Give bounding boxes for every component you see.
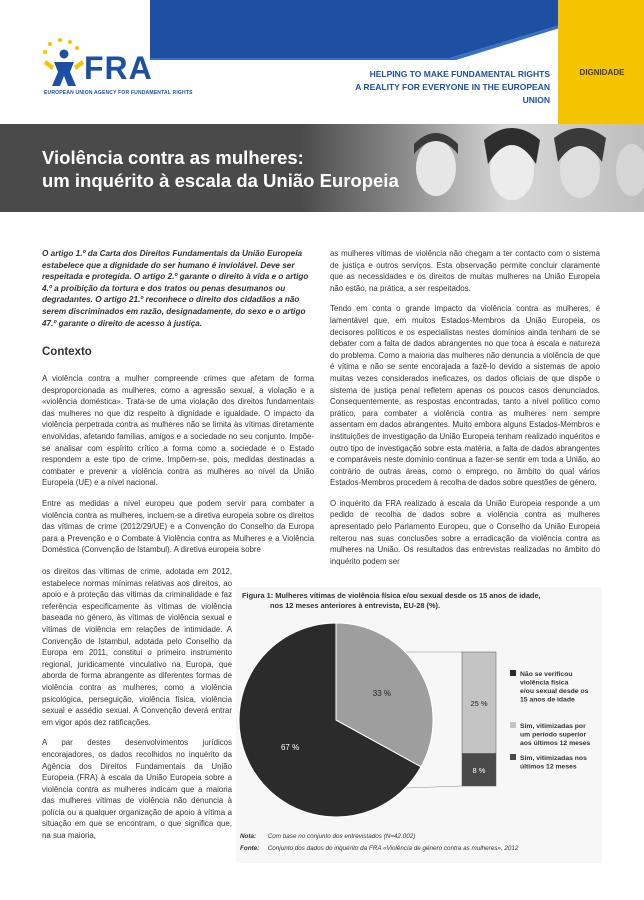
note-text: Com base no conjunto dos entrevistados (N=42.002) [267, 833, 416, 840]
col2-paragraph-2: Tendo em conta o grande impacto da violência contra as mulheres, é lamentável que, em muitos Estados-Membros da União Europeia, os decisores políticos e os especialistas nestes domínios ainda tenham de se debater com a falta de dados abrangentes no que toca à escala e natureza do problema. Como a maioria das mulheres não denuncia a violência de que é vítima e não se sente encorajada a fazê-lo devido a sistemas de apoio muitas vezes considerados ineficazes, os dados oficiais de que dispõe o sistema de justiça penal refletem apenas os poucos casos denunciados. Consequentemente, as respostas encontradas, tanto a nível político como prático, para combater a violência contra as mulheres nem sempre assentam em dados abrangentes. Muito embora alguns Estados-Membros e instituições de investigação da União Europeia tenham realizado inquéritos e outro tipo de investigação sobre esta matéria, a falta de dados abrangentes e comparáveis neste domínio continua a fazer-se sentir em toda a União, ao contrário de outras áreas, como o emprego, no âmbito do qual vários Estados-Membros procedem à recolha de dados sobre questões de género. [330, 304, 600, 488]
legend-swatch-2 [510, 754, 516, 760]
breakdown-bar-label-1: 8 % [472, 765, 486, 775]
col1-paragraph-3: A par destes desenvolvimentos jurídicos encorajadores, os dados recolhidos no inquérito da Agência dos Direitos Fundamentais da União Europeia (FRA) à escala da União Europeia sobre a violência contra as mulheres indicam que a maioria das mulheres vítimas de violência não denuncia à polícia ou a qualquer organização de apoio à vítima a situação em que se encontram, o que significa que, na sua maioria, [42, 738, 232, 841]
intro-paragraph: O artigo 1.º da Carta dos Direitos Fundamentais da União Europeia estabelece que a dignidade do ser humano é inviolável. Deve ser respeitada e protegida. O artigo 2.º garante o direito à vida e o artigo 4.º a proibição da tortura e dos tratos ou penas desumanos ou degradantes. O artigo 21.º reconhece o direito dos cidadãos a não serem discriminados em razão, designadamente, do sexo e o artigo 47.º garante o direito de acesso à justiça. [42, 249, 309, 328]
source-text: Conjunto dos dados do inquérito da FRA «Violência de género contra as mulheres», 2012 [267, 845, 519, 852]
header-yellow-block [558, 0, 644, 124]
title-line-2: um inquérito à escala da União Europeia [42, 170, 399, 191]
legend-label-2: Sim, vitimizadas nos últimos 12 meses [520, 755, 587, 771]
tagline-line-2: A REALITY FOR EVERYONE IN THE EUROPEAN UNION [355, 82, 550, 105]
note-label: Nota: [240, 833, 257, 840]
figure-title [242, 591, 582, 611]
pie-slice-label-1: 33 % [372, 688, 392, 698]
section-heading: Contexto [42, 346, 92, 358]
pie-slice-label-0: 67 % [280, 743, 300, 753]
breakdown-bar-label-0: 25 % [470, 698, 488, 708]
col1-paragraph-2-narrow: os direitos das vítimas de crime, adotada em 2012, estabelece normas mínimas relativas aos direitos, ao apoio e à proteção das vítimas da criminalidade e faz referência especificamente às vítimas de violência baseada no género, às vítimas de violência sexual e vítimas de violência em relações de intimidade. A Convenção de Istambul, adotada pelo Conselho da Europa em 2011, constitui o primeiro instrumento regional, juridicamente vinculativo na Europa, que aborda de forma abrangente as diferentes formas de violência contra as mulheres, como a violência psicológica, perseguição, violência física, violência sexual e assédio sexual. A Convenção deverá entrar em vigor após dez ratificações. [42, 567, 232, 727]
legend-label-0: Não se verificou violência física e/ou sexual desde os 15 anos de idade [520, 671, 589, 704]
column-1-top [42, 373, 314, 565]
page-title [42, 146, 399, 192]
category-label: DIGNIDADE [579, 68, 625, 77]
source-label: Fonte: [240, 845, 260, 852]
col2-paragraph-1: as mulheres vítimas de violência não chegam a ter contacto com o sistema de justiça e outros serviços. Esta observação permite concluir claramente que as necessidades e os direitos de muitas mulheres na União Europeia não estão, na prática, a ser respeitados. [330, 249, 600, 293]
faces-photo-image [400, 124, 644, 212]
figure-title-line-1: Figura 1: Mulheres vítimas de violência física e/ou sexual desde os 15 anos de idade, [242, 591, 541, 600]
legend-swatch-1 [510, 722, 516, 728]
fra-logo-icon [40, 38, 86, 88]
logo-wordmark: FRA [84, 50, 153, 86]
column-1-narrow [42, 566, 232, 851]
col1-paragraph-1: A violência contra a mulher compreende crimes que afetam de forma desproporcionada as mulheres, como a agressão sexual, a violação e a «violência doméstica». Trata-se de uma violação dos direitos fundamentais das mulheres no que diz respeito à dignidade e igualdade. O impacto da violência perpetrada contra as mulheres não se limita às vítimas diretamente envolvidas, afetando famílias, amigos e a sociedade no seu conjunto. Impõe-se analisar com espírito crítico a forma como a sociedade e o Estado respondem a este tipo de crime. Impõem-se, pois, medidas destinadas a combater e prevenir a violência contra as mulheres ao nível da União Europeia (UE) e a nível nacional. [42, 374, 314, 488]
legend-label-1: Sim, vitimizadas por um período superior aos últimos 12 meses [520, 723, 591, 747]
figure-title-line-2: nos 12 meses anteriores à entrevista, EU-28 (%). [270, 601, 441, 610]
header-tagline [330, 68, 550, 107]
logo-subtitle: EUROPEAN UNION AGENCY FOR FUNDAMENTAL RIGHTS [44, 90, 193, 96]
figure-source [240, 845, 600, 852]
pie-chart [236, 610, 602, 830]
figure-note [240, 833, 600, 840]
title-line-1: Violência contra as mulheres: [42, 147, 304, 168]
legend-swatch-0 [510, 670, 516, 676]
col1-paragraph-2-full: Entre as medidas a nível europeu que podem servir para combater a violência contra as mulheres, incluem-se a diretiva europeia sobre os direitos das vítimas de crime (2012/29/UE) e a Convenção do Conselho da Europa para a Prevenção e o Combate à Violência contra as Mulheres e a Violência Doméstica (Convenção de Istambul). A diretiva europeia sobre [42, 498, 314, 555]
column-2 [330, 248, 600, 576]
connector-line-bottom [406, 786, 462, 788]
tagline-line-1: HELPING TO MAKE FUNDAMENTAL RIGHTS [369, 69, 550, 79]
col2-paragraph-3: O inquérito da FRA realizado à escala da União Europeia responde a um pedido de recolha de dados sobre a violência contra as mulheres apresentado pelo Parlamento Europeu, que o Conselho da União Europeia reiterou nas suas conclusões sobre a erradicação da violência contra as mulheres na União. Os resultados das entrevistas realizadas no âmbito do inquérito podem ser [330, 498, 600, 566]
